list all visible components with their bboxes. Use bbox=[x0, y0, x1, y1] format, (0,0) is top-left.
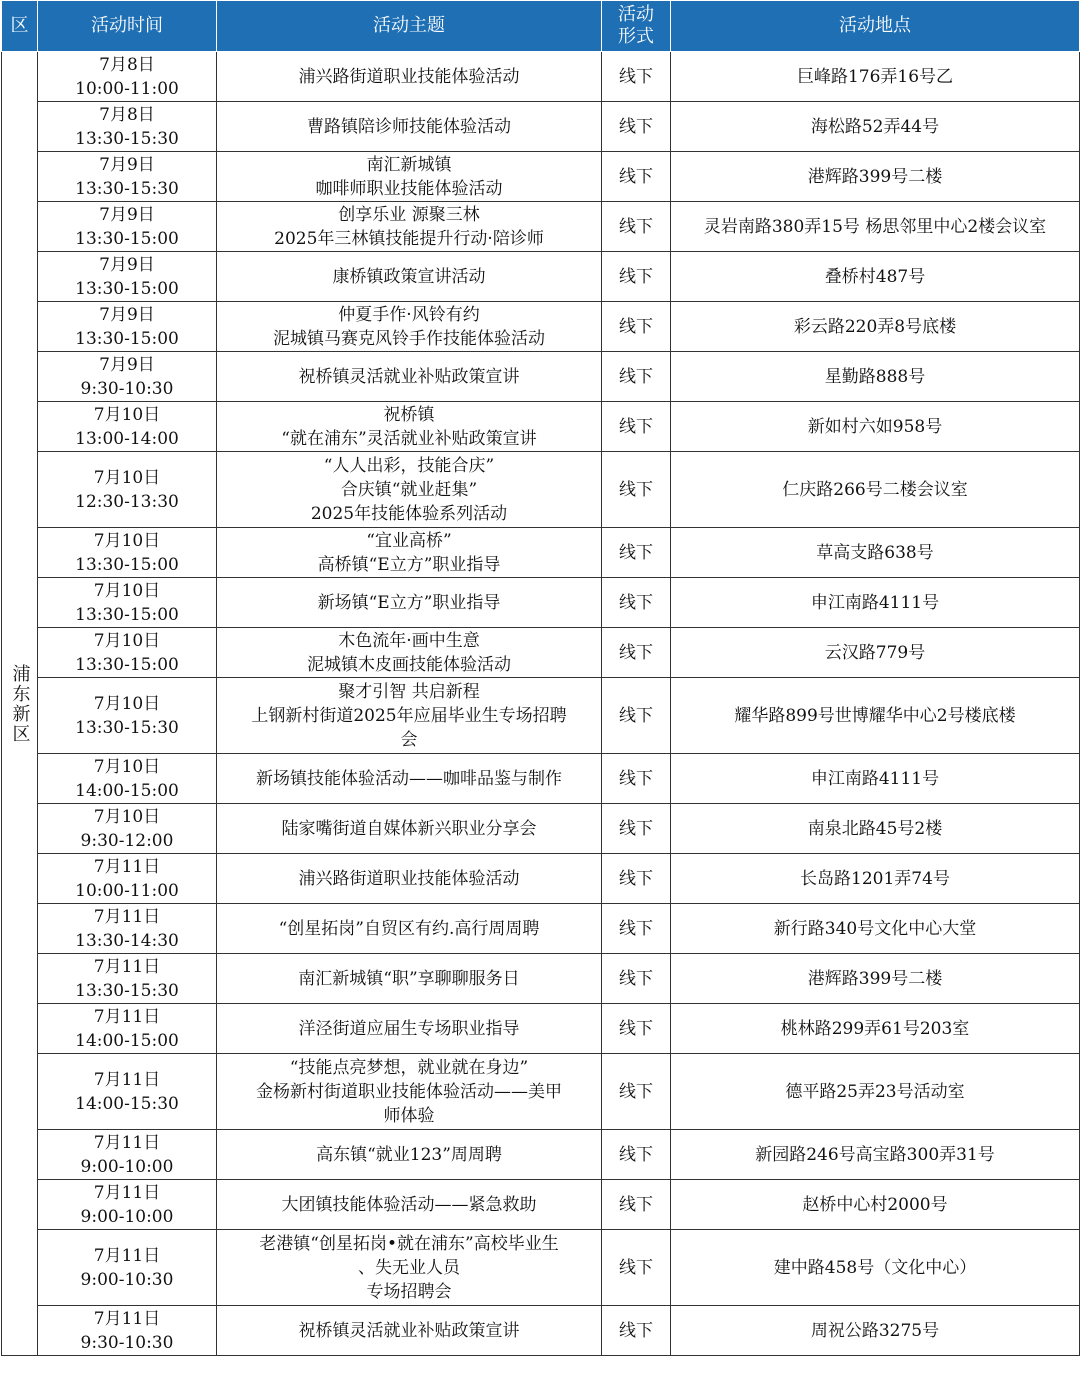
place-cell: 灵岩南路380弄15号 杨思邻里中心2楼会议室 bbox=[671, 202, 1080, 252]
time-cell: 7月11日 14:00-15:00 bbox=[38, 1004, 217, 1054]
time-cell: 7月11日 13:30-15:30 bbox=[38, 954, 217, 1004]
time-cell: 7月11日 9:00-10:00 bbox=[38, 1180, 217, 1230]
table-row bbox=[2, 352, 1080, 402]
form-cell: 线下 bbox=[602, 854, 671, 904]
form-cell: 线下 bbox=[602, 578, 671, 628]
form-cell: 线下 bbox=[602, 1130, 671, 1180]
topic-cell: 康桥镇政策宣讲活动 bbox=[217, 252, 602, 302]
place-cell: 新行路340号文化中心大堂 bbox=[671, 904, 1080, 954]
topic-cell: “创星拓岗”自贸区有约.高行周周聘 bbox=[217, 904, 602, 954]
time-cell: 7月10日 13:30-15:30 bbox=[38, 678, 217, 754]
place-cell: 海松路52弄44号 bbox=[671, 102, 1080, 152]
table-row bbox=[2, 528, 1080, 578]
topic-cell: “技能点亮梦想，就业就在身边” 金杨新村街道职业技能体验活动——美甲 师体验 bbox=[217, 1054, 602, 1130]
time-cell: 7月9日 13:30-15:00 bbox=[38, 302, 217, 352]
place-cell: 港辉路399号二楼 bbox=[671, 954, 1080, 1004]
topic-cell: 祝桥镇 “就在浦东”灵活就业补贴政策宣讲 bbox=[217, 402, 602, 452]
topic-cell: 新场镇“E立方”职业指导 bbox=[217, 578, 602, 628]
form-cell: 线下 bbox=[602, 452, 671, 528]
form-cell: 线下 bbox=[602, 628, 671, 678]
table-row bbox=[2, 1180, 1080, 1230]
table-row bbox=[2, 1054, 1080, 1130]
form-cell: 线下 bbox=[602, 102, 671, 152]
place-cell: 彩云路220弄8号底楼 bbox=[671, 302, 1080, 352]
topic-cell: 浦兴路街道职业技能体验活动 bbox=[217, 52, 602, 102]
topic-cell: 浦兴路街道职业技能体验活动 bbox=[217, 854, 602, 904]
header-district: 区 bbox=[2, 1, 38, 52]
topic-cell: 新场镇技能体验活动——咖啡品鉴与制作 bbox=[217, 754, 602, 804]
form-cell: 线下 bbox=[602, 252, 671, 302]
table-row bbox=[2, 904, 1080, 954]
form-cell: 线下 bbox=[602, 1054, 671, 1130]
time-cell: 7月9日 9:30-10:30 bbox=[38, 352, 217, 402]
topic-cell: 祝桥镇灵活就业补贴政策宣讲 bbox=[217, 1306, 602, 1356]
table-row bbox=[2, 152, 1080, 202]
time-cell: 7月9日 13:30-15:30 bbox=[38, 152, 217, 202]
form-cell: 线下 bbox=[602, 152, 671, 202]
place-cell: 桃林路299弄61号203室 bbox=[671, 1004, 1080, 1054]
place-cell: 巨峰路176弄16号乙 bbox=[671, 52, 1080, 102]
table-row bbox=[2, 804, 1080, 854]
table-row bbox=[2, 1004, 1080, 1054]
form-cell: 线下 bbox=[602, 904, 671, 954]
time-cell: 7月11日 9:00-10:30 bbox=[38, 1230, 217, 1306]
table-row bbox=[2, 754, 1080, 804]
place-cell: 新园路246号高宝路300弄31号 bbox=[671, 1130, 1080, 1180]
time-cell: 7月9日 13:30-15:00 bbox=[38, 252, 217, 302]
topic-cell: “人人出彩，技能合庆” 合庆镇“就业赶集” 2025年技能体验系列活动 bbox=[217, 452, 602, 528]
place-cell: 申江南路4111号 bbox=[671, 754, 1080, 804]
table-row bbox=[2, 578, 1080, 628]
topic-cell: 曹路镇陪诊师技能体验活动 bbox=[217, 102, 602, 152]
time-cell: 7月11日 14:00-15:30 bbox=[38, 1054, 217, 1130]
form-cell: 线下 bbox=[602, 1004, 671, 1054]
topic-cell: 老港镇“创星拓岗•就在浦东”高校毕业生 、失无业人员 专场招聘会 bbox=[217, 1230, 602, 1306]
place-cell: 长岛路1201弄74号 bbox=[671, 854, 1080, 904]
topic-cell: 大团镇技能体验活动——紧急救助 bbox=[217, 1180, 602, 1230]
district-cell: 浦东新区 bbox=[2, 52, 38, 1356]
table-row bbox=[2, 628, 1080, 678]
form-cell: 线下 bbox=[602, 352, 671, 402]
form-cell: 线下 bbox=[602, 954, 671, 1004]
topic-cell: 南汇新城镇“职”享聊聊服务日 bbox=[217, 954, 602, 1004]
table-header-row bbox=[2, 1, 1080, 52]
form-cell: 线下 bbox=[602, 302, 671, 352]
place-cell: 港辉路399号二楼 bbox=[671, 152, 1080, 202]
activity-schedule-table bbox=[1, 0, 1080, 1356]
place-cell: 叠桥村487号 bbox=[671, 252, 1080, 302]
table-row bbox=[2, 302, 1080, 352]
time-cell: 7月10日 9:30-12:00 bbox=[38, 804, 217, 854]
form-cell: 线下 bbox=[602, 1230, 671, 1306]
table-body bbox=[2, 52, 1080, 1356]
topic-cell: 陆家嘴街道自媒体新兴职业分享会 bbox=[217, 804, 602, 854]
time-cell: 7月11日 13:30-14:30 bbox=[38, 904, 217, 954]
form-cell: 线下 bbox=[602, 804, 671, 854]
form-cell: 线下 bbox=[602, 754, 671, 804]
form-cell: 线下 bbox=[602, 528, 671, 578]
table-row bbox=[2, 678, 1080, 754]
time-cell: 7月8日 10:00-11:00 bbox=[38, 52, 217, 102]
header-time: 活动时间 bbox=[38, 1, 217, 52]
topic-cell: 祝桥镇灵活就业补贴政策宣讲 bbox=[217, 352, 602, 402]
time-cell: 7月9日 13:30-15:00 bbox=[38, 202, 217, 252]
time-cell: 7月10日 12:30-13:30 bbox=[38, 452, 217, 528]
place-cell: 南泉北路45号2楼 bbox=[671, 804, 1080, 854]
table-row bbox=[2, 854, 1080, 904]
topic-cell: 南汇新城镇 咖啡师职业技能体验活动 bbox=[217, 152, 602, 202]
header-place: 活动地点 bbox=[671, 1, 1080, 52]
place-cell: 申江南路4111号 bbox=[671, 578, 1080, 628]
place-cell: 仁庆路266号二楼会议室 bbox=[671, 452, 1080, 528]
header-topic: 活动主题 bbox=[217, 1, 602, 52]
form-cell: 线下 bbox=[602, 1306, 671, 1356]
topic-cell: 仲夏手作·风铃有约 泥城镇马赛克风铃手作技能体验活动 bbox=[217, 302, 602, 352]
form-cell: 线下 bbox=[602, 402, 671, 452]
time-cell: 7月11日 9:00-10:00 bbox=[38, 1130, 217, 1180]
place-cell: 赵桥中心村2000号 bbox=[671, 1180, 1080, 1230]
form-cell: 线下 bbox=[602, 1180, 671, 1230]
place-cell: 云汉路779号 bbox=[671, 628, 1080, 678]
place-cell: 周祝公路3275号 bbox=[671, 1306, 1080, 1356]
topic-cell: 洋泾街道应届生专场职业指导 bbox=[217, 1004, 602, 1054]
table-row bbox=[2, 102, 1080, 152]
topic-cell: 创享乐业 源聚三林 2025年三林镇技能提升行动·陪诊师 bbox=[217, 202, 602, 252]
table-row bbox=[2, 202, 1080, 252]
table-row bbox=[2, 1130, 1080, 1180]
topic-cell: 聚才引智 共启新程 上钢新村街道2025年应届毕业生专场招聘 会 bbox=[217, 678, 602, 754]
table-row bbox=[2, 252, 1080, 302]
topic-cell: 高东镇“就业123”周周聘 bbox=[217, 1130, 602, 1180]
table-row bbox=[2, 402, 1080, 452]
table-row bbox=[2, 954, 1080, 1004]
place-cell: 德平路25弄23号活动室 bbox=[671, 1054, 1080, 1130]
time-cell: 7月11日 9:30-10:30 bbox=[38, 1306, 217, 1356]
form-cell: 线下 bbox=[602, 678, 671, 754]
header-form: 活动 形式 bbox=[602, 1, 671, 52]
place-cell: 新如村六如958号 bbox=[671, 402, 1080, 452]
place-cell: 星勤路888号 bbox=[671, 352, 1080, 402]
table-row bbox=[2, 1306, 1080, 1356]
form-cell: 线下 bbox=[602, 52, 671, 102]
table-row bbox=[2, 1230, 1080, 1306]
topic-cell: “宜业高桥” 高桥镇“E立方”职业指导 bbox=[217, 528, 602, 578]
time-cell: 7月10日 13:30-15:00 bbox=[38, 628, 217, 678]
time-cell: 7月10日 13:00-14:00 bbox=[38, 402, 217, 452]
table-row bbox=[2, 452, 1080, 528]
time-cell: 7月10日 13:30-15:00 bbox=[38, 578, 217, 628]
time-cell: 7月11日 10:00-11:00 bbox=[38, 854, 217, 904]
time-cell: 7月10日 14:00-15:00 bbox=[38, 754, 217, 804]
time-cell: 7月8日 13:30-15:30 bbox=[38, 102, 217, 152]
form-cell: 线下 bbox=[602, 202, 671, 252]
place-cell: 建中路458号（文化中心） bbox=[671, 1230, 1080, 1306]
place-cell: 耀华路899号世博耀华中心2号楼底楼 bbox=[671, 678, 1080, 754]
place-cell: 草高支路638号 bbox=[671, 528, 1080, 578]
topic-cell: 木色流年·画中生意 泥城镇木皮画技能体验活动 bbox=[217, 628, 602, 678]
time-cell: 7月10日 13:30-15:00 bbox=[38, 528, 217, 578]
table-row bbox=[2, 52, 1080, 102]
